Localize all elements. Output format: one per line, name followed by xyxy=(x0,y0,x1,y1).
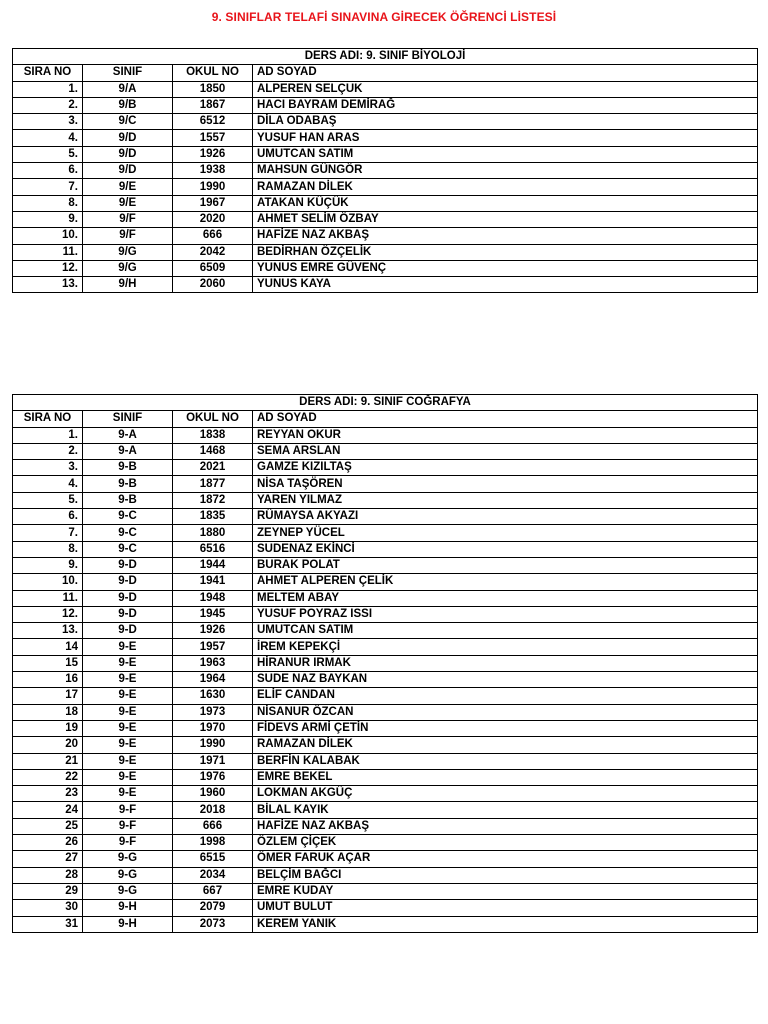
cell-sinif: 9-A xyxy=(83,427,173,443)
cell-sinif: 9-H xyxy=(83,900,173,916)
cell-ad: EMRE BEKEL xyxy=(253,769,758,785)
cell-ad: RAMAZAN DİLEK xyxy=(253,179,758,195)
cell-sinif: 9-A xyxy=(83,443,173,459)
cell-sinif: 9/A xyxy=(83,81,173,97)
cell-okul: 6509 xyxy=(173,260,253,276)
table-row xyxy=(13,509,758,525)
cell-okul: 2042 xyxy=(173,244,253,260)
table-row xyxy=(13,443,758,459)
cell-sinif: 9-F xyxy=(83,818,173,834)
cell-ad: YUSUF POYRAZ ISSI xyxy=(253,606,758,622)
cell-ad: SUDENAZ EKİNCİ xyxy=(253,541,758,557)
cell-sinif: 9-D xyxy=(83,590,173,606)
cell-okul: 666 xyxy=(173,818,253,834)
table-row xyxy=(13,179,758,195)
cell-sira: 13. xyxy=(13,623,83,639)
cell-okul: 1468 xyxy=(173,443,253,459)
cell-okul: 1926 xyxy=(173,623,253,639)
cell-sinif: 9-H xyxy=(83,916,173,932)
cell-okul: 1971 xyxy=(173,753,253,769)
cell-okul: 1963 xyxy=(173,655,253,671)
cell-ad: NİSANUR ÖZCAN xyxy=(253,704,758,720)
cell-sinif: 9-B xyxy=(83,476,173,492)
cell-sira: 15 xyxy=(13,655,83,671)
cell-sinif: 9-C xyxy=(83,525,173,541)
cell-sinif: 9-G xyxy=(83,883,173,899)
cell-ad: UMUTCAN SATIM xyxy=(253,623,758,639)
cell-sira: 10. xyxy=(13,574,83,590)
cell-ad: NİSA TAŞÖREN xyxy=(253,476,758,492)
table-row xyxy=(13,835,758,851)
column-header-sinif: SINIF xyxy=(83,65,173,81)
cell-sira: 8. xyxy=(13,195,83,211)
cell-sira: 6. xyxy=(13,509,83,525)
cell-ad: ATAKAN KÜÇÜK xyxy=(253,195,758,211)
cell-okul: 2020 xyxy=(173,211,253,227)
table-row xyxy=(13,557,758,573)
table-row xyxy=(13,672,758,688)
cell-ad: HAFİZE NAZ AKBAŞ xyxy=(253,818,758,834)
cell-sira: 23 xyxy=(13,786,83,802)
cell-okul: 1938 xyxy=(173,163,253,179)
cell-sira: 12. xyxy=(13,260,83,276)
cell-sinif: 9/C xyxy=(83,114,173,130)
cell-sira: 24 xyxy=(13,802,83,818)
table-header-row xyxy=(13,65,758,81)
cell-okul: 1970 xyxy=(173,720,253,736)
table-row xyxy=(13,277,758,293)
cell-okul: 1976 xyxy=(173,769,253,785)
cell-sira: 10. xyxy=(13,228,83,244)
cell-sira: 3. xyxy=(13,114,83,130)
table-caption: DERS ADI: 9. SINIF COĞRAFYA xyxy=(13,395,758,411)
table-row xyxy=(13,688,758,704)
cell-ad: ZEYNEP YÜCEL xyxy=(253,525,758,541)
cell-okul: 1948 xyxy=(173,590,253,606)
table-row xyxy=(13,802,758,818)
cell-okul: 667 xyxy=(173,883,253,899)
cell-sira: 4. xyxy=(13,130,83,146)
cell-sira: 9. xyxy=(13,557,83,573)
table-row xyxy=(13,704,758,720)
cell-okul: 1973 xyxy=(173,704,253,720)
table-row xyxy=(13,606,758,622)
cell-sira: 21 xyxy=(13,753,83,769)
cell-sinif: 9/E xyxy=(83,195,173,211)
cell-okul: 1835 xyxy=(173,509,253,525)
table-row xyxy=(13,81,758,97)
cell-sira: 26 xyxy=(13,835,83,851)
cell-ad: FİDEVS ARMİ ÇETİN xyxy=(253,720,758,736)
cell-sira: 2. xyxy=(13,443,83,459)
table-row xyxy=(13,427,758,443)
cell-sira: 8. xyxy=(13,541,83,557)
cell-ad: RÜMAYSA AKYAZI xyxy=(253,509,758,525)
cell-sinif: 9/G xyxy=(83,260,173,276)
column-header-okul: OKUL NO xyxy=(173,65,253,81)
cell-ad: GAMZE KIZILTAŞ xyxy=(253,460,758,476)
cell-ad: SUDE NAZ BAYKAN xyxy=(253,672,758,688)
table-row xyxy=(13,753,758,769)
table-row xyxy=(13,916,758,932)
cell-okul: 1838 xyxy=(173,427,253,443)
cell-ad: LOKMAN AKGÜÇ xyxy=(253,786,758,802)
cell-okul: 1867 xyxy=(173,97,253,113)
column-header-sira: SIRA NO xyxy=(13,65,83,81)
table-row xyxy=(13,786,758,802)
cell-ad: YUNUS KAYA xyxy=(253,277,758,293)
cell-ad: EMRE KUDAY xyxy=(253,883,758,899)
cell-ad: İREM KEPEKÇİ xyxy=(253,639,758,655)
cell-sira: 1. xyxy=(13,427,83,443)
table-row xyxy=(13,900,758,916)
column-header-ad: AD SOYAD xyxy=(253,65,758,81)
cell-sinif: 9-D xyxy=(83,557,173,573)
cell-sira: 6. xyxy=(13,163,83,179)
table-row xyxy=(13,460,758,476)
cell-sinif: 9-E xyxy=(83,639,173,655)
cell-ad: BURAK POLAT xyxy=(253,557,758,573)
cell-sinif: 9/H xyxy=(83,277,173,293)
table-row xyxy=(13,720,758,736)
cell-ad: ÖMER FARUK AÇAR xyxy=(253,851,758,867)
cell-ad: MAHSUN GÜNGÖR xyxy=(253,163,758,179)
cell-ad: YUSUF HAN ARAS xyxy=(253,130,758,146)
table-row xyxy=(13,867,758,883)
table-row xyxy=(13,623,758,639)
table-row xyxy=(13,476,758,492)
cell-okul: 2073 xyxy=(173,916,253,932)
cell-sira: 19 xyxy=(13,720,83,736)
cell-ad: AHMET ALPEREN ÇELİK xyxy=(253,574,758,590)
cell-okul: 1960 xyxy=(173,786,253,802)
cell-okul: 1877 xyxy=(173,476,253,492)
cell-sira: 12. xyxy=(13,606,83,622)
cell-sinif: 9/E xyxy=(83,179,173,195)
cell-okul: 2034 xyxy=(173,867,253,883)
table-header-row xyxy=(13,411,758,427)
cell-sinif: 9-D xyxy=(83,574,173,590)
cell-sinif: 9-E xyxy=(83,655,173,671)
cell-sira: 11. xyxy=(13,244,83,260)
cell-sinif: 9-G xyxy=(83,851,173,867)
cell-sira: 5. xyxy=(13,492,83,508)
cell-sira: 22 xyxy=(13,769,83,785)
cell-okul: 2018 xyxy=(173,802,253,818)
cell-okul: 1957 xyxy=(173,639,253,655)
table-row xyxy=(13,655,758,671)
cell-sira: 13. xyxy=(13,277,83,293)
column-header-okul: OKUL NO xyxy=(173,411,253,427)
table-row xyxy=(13,130,758,146)
cell-sinif: 9-E xyxy=(83,672,173,688)
table-row xyxy=(13,639,758,655)
table-row xyxy=(13,769,758,785)
cell-okul: 1941 xyxy=(173,574,253,590)
cell-sinif: 9/G xyxy=(83,244,173,260)
cell-ad: BELÇİM BAĞCI xyxy=(253,867,758,883)
cell-sinif: 9-F xyxy=(83,802,173,818)
table-row xyxy=(13,541,758,557)
table-row xyxy=(13,163,758,179)
cell-okul: 2079 xyxy=(173,900,253,916)
cell-sira: 7. xyxy=(13,525,83,541)
table-row xyxy=(13,590,758,606)
cell-okul: 6516 xyxy=(173,541,253,557)
cell-sira: 5. xyxy=(13,146,83,162)
column-header-sinif: SINIF xyxy=(83,411,173,427)
cell-okul: 6512 xyxy=(173,114,253,130)
cell-ad: MELTEM ABAY xyxy=(253,590,758,606)
cell-ad: DİLA ODABAŞ xyxy=(253,114,758,130)
cell-sinif: 9-B xyxy=(83,460,173,476)
column-header-sira: SIRA NO xyxy=(13,411,83,427)
cell-okul: 1880 xyxy=(173,525,253,541)
cell-okul: 1967 xyxy=(173,195,253,211)
table-row xyxy=(13,211,758,227)
student-table-biyoloji xyxy=(12,48,758,293)
cell-ad: YUNUS EMRE GÜVENÇ xyxy=(253,260,758,276)
table-row xyxy=(13,883,758,899)
cell-ad: ÖZLEM ÇİÇEK xyxy=(253,835,758,851)
cell-okul: 1964 xyxy=(173,672,253,688)
cell-sinif: 9-D xyxy=(83,606,173,622)
cell-sinif: 9-B xyxy=(83,492,173,508)
cell-sira: 17 xyxy=(13,688,83,704)
cell-sira: 30 xyxy=(13,900,83,916)
table-row xyxy=(13,195,758,211)
cell-sira: 1. xyxy=(13,81,83,97)
cell-okul: 2021 xyxy=(173,460,253,476)
cell-sira: 20 xyxy=(13,737,83,753)
document-title: 9. SINIFLAR TELAFİ SINAVINA GİRECEK ÖĞRENCİ LİSTESİ xyxy=(211,10,557,24)
cell-okul: 1998 xyxy=(173,835,253,851)
cell-sira: 27 xyxy=(13,851,83,867)
cell-sinif: 9-F xyxy=(83,835,173,851)
cell-okul: 2060 xyxy=(173,277,253,293)
table-row xyxy=(13,574,758,590)
cell-sinif: 9/F xyxy=(83,228,173,244)
cell-ad: BİLAL KAYIK xyxy=(253,802,758,818)
table-row xyxy=(13,818,758,834)
cell-ad: ALPEREN SELÇUK xyxy=(253,81,758,97)
cell-ad: BEDİRHAN ÖZÇELİK xyxy=(253,244,758,260)
table-row xyxy=(13,737,758,753)
table-row xyxy=(13,244,758,260)
table-row xyxy=(13,260,758,276)
cell-okul: 1926 xyxy=(173,146,253,162)
cell-sira: 16 xyxy=(13,672,83,688)
cell-sira: 9. xyxy=(13,211,83,227)
cell-ad: UMUTCAN SATIM xyxy=(253,146,758,162)
cell-ad: HACI BAYRAM DEMİRAĞ xyxy=(253,97,758,113)
cell-okul: 1990 xyxy=(173,179,253,195)
table-row xyxy=(13,492,758,508)
table-caption-row xyxy=(13,49,758,65)
cell-sinif: 9-E xyxy=(83,688,173,704)
cell-ad: AHMET SELİM ÖZBAY xyxy=(253,211,758,227)
cell-sinif: 9-E xyxy=(83,704,173,720)
cell-okul: 6515 xyxy=(173,851,253,867)
table-row xyxy=(13,228,758,244)
cell-sira: 18 xyxy=(13,704,83,720)
table-row xyxy=(13,114,758,130)
table-row xyxy=(13,851,758,867)
cell-ad: REYYAN OKUR xyxy=(253,427,758,443)
cell-sira: 14 xyxy=(13,639,83,655)
cell-sira: 7. xyxy=(13,179,83,195)
column-header-ad: AD SOYAD xyxy=(253,411,758,427)
cell-okul: 1945 xyxy=(173,606,253,622)
cell-okul: 1990 xyxy=(173,737,253,753)
cell-sinif: 9-G xyxy=(83,867,173,883)
cell-sinif: 9-E xyxy=(83,786,173,802)
cell-ad: RAMAZAN DİLEK xyxy=(253,737,758,753)
cell-ad: ELİF CANDAN xyxy=(253,688,758,704)
table-caption-row xyxy=(13,395,758,411)
cell-sinif: 9-C xyxy=(83,509,173,525)
cell-okul: 666 xyxy=(173,228,253,244)
cell-sira: 25 xyxy=(13,818,83,834)
cell-ad: YAREN YILMAZ xyxy=(253,492,758,508)
table-caption: DERS ADI: 9. SINIF BİYOLOJİ xyxy=(13,49,758,65)
cell-sinif: 9-E xyxy=(83,737,173,753)
cell-sinif: 9-D xyxy=(83,623,173,639)
cell-sinif: 9/B xyxy=(83,97,173,113)
cell-sinif: 9/D xyxy=(83,146,173,162)
cell-okul: 1630 xyxy=(173,688,253,704)
cell-sira: 31 xyxy=(13,916,83,932)
cell-sira: 11. xyxy=(13,590,83,606)
cell-sinif: 9-E xyxy=(83,720,173,736)
cell-ad: UMUT BULUT xyxy=(253,900,758,916)
cell-sinif: 9/F xyxy=(83,211,173,227)
cell-sira: 28 xyxy=(13,867,83,883)
cell-sinif: 9/D xyxy=(83,163,173,179)
cell-ad: HAFİZE NAZ AKBAŞ xyxy=(253,228,758,244)
cell-sinif: 9-E xyxy=(83,769,173,785)
cell-sira: 3. xyxy=(13,460,83,476)
cell-sinif: 9-C xyxy=(83,541,173,557)
cell-okul: 1557 xyxy=(173,130,253,146)
cell-okul: 1944 xyxy=(173,557,253,573)
cell-ad: KEREM YANIK xyxy=(253,916,758,932)
table-row xyxy=(13,146,758,162)
cell-sira: 2. xyxy=(13,97,83,113)
cell-ad: BERFİN KALABAK xyxy=(253,753,758,769)
student-table-cografya xyxy=(12,394,758,933)
table-row xyxy=(13,525,758,541)
cell-ad: SEMA ARSLAN xyxy=(253,443,758,459)
cell-ad: HİRANUR IRMAK xyxy=(253,655,758,671)
cell-sira: 29 xyxy=(13,883,83,899)
cell-sinif: 9-E xyxy=(83,753,173,769)
cell-okul: 1850 xyxy=(173,81,253,97)
cell-okul: 1872 xyxy=(173,492,253,508)
table-row xyxy=(13,97,758,113)
cell-sira: 4. xyxy=(13,476,83,492)
cell-sinif: 9/D xyxy=(83,130,173,146)
